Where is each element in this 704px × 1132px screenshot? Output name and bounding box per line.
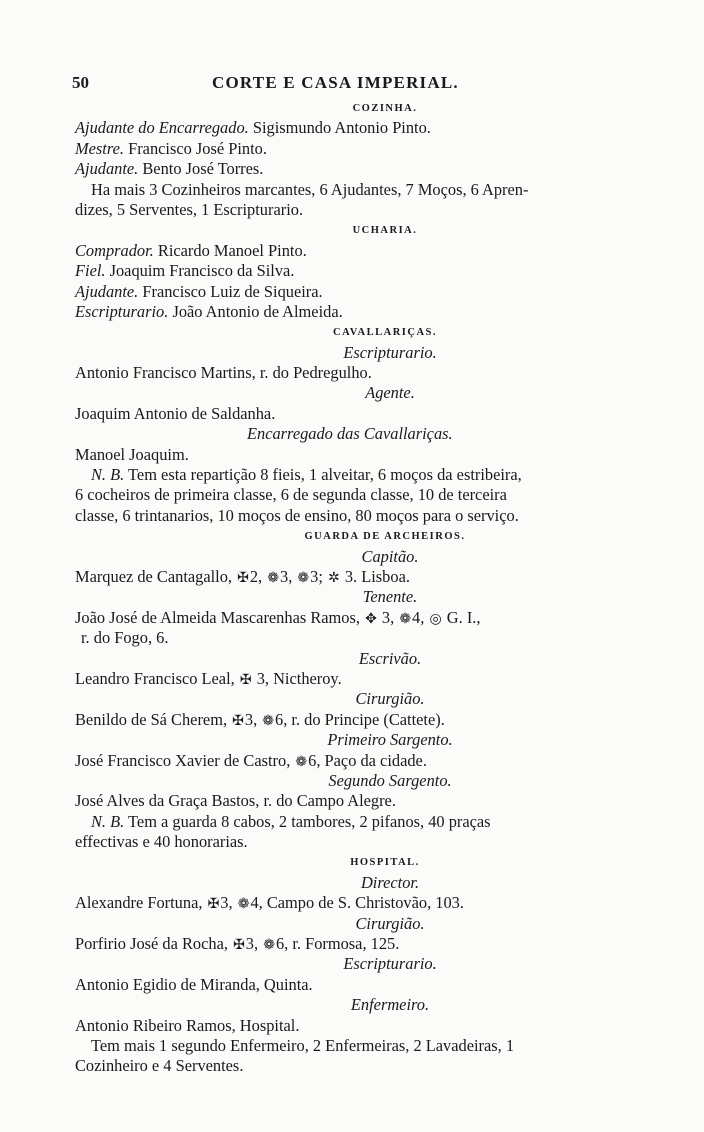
note-line: 6 cocheiros de primeira classe, 6 de segunda classe, 10 de terceira xyxy=(75,485,507,505)
entry-line: João José de Almeida Mascarenhas Ramos, ✥ 3, ❁4, ◎ G. I., xyxy=(75,608,625,628)
note-line: N. B. Tem a guarda 8 cabos, 2 tambores, 2 pifanos, 40 praças xyxy=(91,811,491,831)
entry-line: José Francisco Xavier de Castro, ❁6, Paço da cidade. xyxy=(75,751,625,771)
entry-line: Joaquim Antonio de Saldanha. xyxy=(75,403,276,423)
role-heading: Tenente. xyxy=(362,587,418,607)
entry-line: José Alves da Graça Bastos, r. do Campo Alegre. xyxy=(75,791,396,811)
entry-line: Porfirio José da Rocha, ✠3, ❁6, r. Formosa, 125. xyxy=(75,934,625,954)
entry-line: Ajudante do Encarregado. Sigismundo Antonio Pinto. xyxy=(75,118,431,138)
entry-line: Antonio Egidio de Miranda, Quinta. xyxy=(75,974,313,994)
role-heading: Agente. xyxy=(365,383,415,403)
entry-line: Mestre. Francisco José Pinto. xyxy=(75,138,267,158)
cross-icon: ✠ xyxy=(239,672,252,688)
page-body xyxy=(75,98,625,1077)
role-heading: Segundo Sargento. xyxy=(328,770,452,790)
role-heading: Cirurgião. xyxy=(355,689,425,709)
cross-icon: ✠ xyxy=(207,897,220,913)
role-heading: Cirurgião. xyxy=(355,913,425,933)
role-heading: Escripturario. xyxy=(343,342,437,362)
rosette-icon: ❁ xyxy=(295,754,308,770)
entry-line: Ajudante. Francisco Luiz de Siqueira. xyxy=(75,281,323,301)
entry-line: Ajudante. Bento José Torres. xyxy=(75,159,264,179)
running-title: CORTE E CASA IMPERIAL. xyxy=(212,73,459,92)
section-title-archeiros: GUARDA DE ARCHEIROS. xyxy=(304,531,466,543)
role-heading: Escrivão. xyxy=(358,648,422,668)
note-line: dizes, 5 Serventes, 1 Escripturario. xyxy=(75,199,304,219)
rosette-icon: ❁ xyxy=(263,938,275,954)
cross-small-icon: ✥ xyxy=(365,611,377,627)
entry-line: Antonio Francisco Martins, r. do Pedregulho. xyxy=(75,363,372,383)
entry-line: Escripturario. João Antonio de Almeida. xyxy=(75,301,343,321)
rosette-icon: ❁ xyxy=(237,897,250,913)
entry-line: r. do Fogo, 6. xyxy=(81,628,169,648)
rosette-icon: ❁ xyxy=(267,570,279,586)
note-line: Cozinheiro e 4 Serventes. xyxy=(75,1056,244,1076)
page-number: 50 xyxy=(72,73,89,92)
circle-icon: ◎ xyxy=(429,611,442,627)
cross-icon: ✠ xyxy=(232,713,244,729)
role-heading: Director. xyxy=(360,872,420,892)
rosette-icon: ❁ xyxy=(399,611,412,627)
cross-icon: ✠ xyxy=(233,938,245,954)
star-icon: ✲ xyxy=(328,570,340,586)
entry-line: Leandro Francisco Leal, ✠ 3, Nictheroy. xyxy=(75,669,625,689)
entry-line: Manoel Joaquim. xyxy=(75,444,189,464)
rosette-icon: ❁ xyxy=(297,570,310,586)
role-heading: Capitão. xyxy=(361,546,419,566)
section-title-cavallaricas: CAVALLARIÇAS. xyxy=(332,327,437,339)
role-heading: Encarregado das Cavallariças. xyxy=(247,424,453,444)
role-heading: Primeiro Sargento. xyxy=(327,730,453,750)
entry-line: Marquez de Cantagallo, ✠2, ❁3, ❁3; ✲ 3. Lisboa. xyxy=(75,567,625,587)
role-heading: Escripturario. xyxy=(343,954,437,974)
entry-line: Benildo de Sá Cherem, ✠3, ❁6, r. do Principe (Cattete). xyxy=(75,710,625,730)
rosette-icon: ❁ xyxy=(262,713,275,729)
note-line: classe, 6 trintanarios, 10 moços de ensino, 80 moços para o serviço. xyxy=(75,505,519,525)
entry-line: Comprador. Ricardo Manoel Pinto. xyxy=(75,240,307,260)
section-title-hospital: HOSPITAL. xyxy=(350,857,420,869)
page-header xyxy=(72,73,624,95)
entry-line: Alexandre Fortuna, ✠3, ❁4, Campo de S. Christovão, 103. xyxy=(75,893,625,913)
entry-line: Antonio Ribeiro Ramos, Hospital. xyxy=(75,1015,300,1035)
section-title-ucharia: UCHARIA. xyxy=(352,225,418,237)
note-line: effectivas e 40 honorarias. xyxy=(75,832,248,852)
entry-line: Fiel. Joaquim Francisco da Silva. xyxy=(75,261,295,281)
note-line: Tem mais 1 segundo Enfermeiro, 2 Enfermeiras, 2 Lavadeiras, 1 xyxy=(91,1035,515,1055)
note-line: Ha mais 3 Cozinheiros marcantes, 6 Ajudantes, 7 Moços, 6 Apren- xyxy=(91,179,529,199)
cross-icon: ✠ xyxy=(237,570,249,586)
role-heading: Enfermeiro. xyxy=(350,995,430,1015)
section-title-cozinha: COZINHA. xyxy=(352,103,418,114)
note-line: N. B. Tem esta repartição 8 fieis, 1 alveitar, 6 moços da estribeira, xyxy=(91,465,522,485)
